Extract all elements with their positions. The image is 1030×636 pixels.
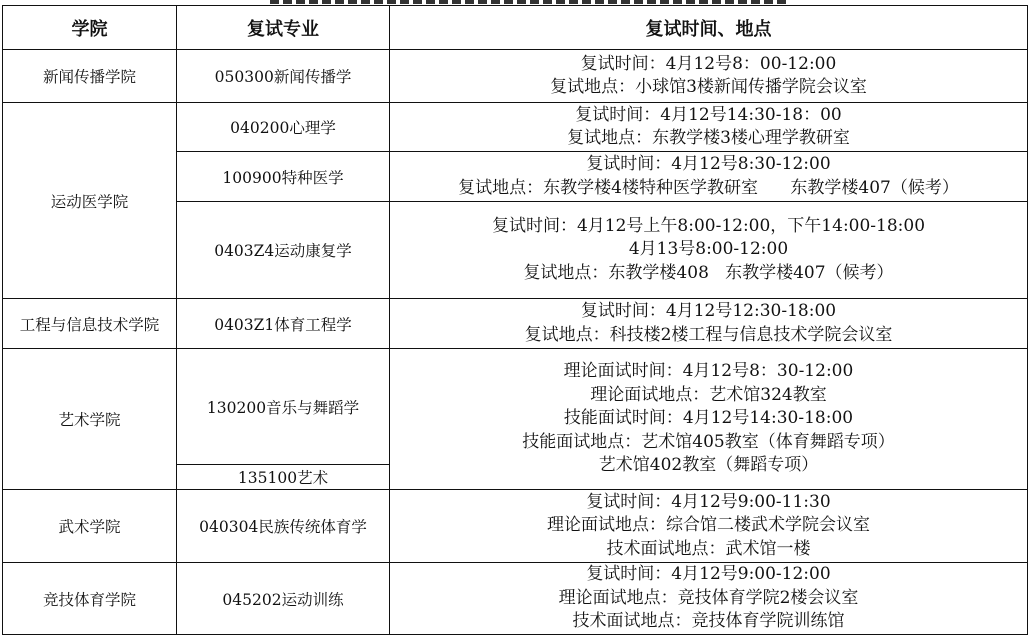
schedule-line: 复试地点：小球馆3楼新闻传播学院会议室 xyxy=(550,77,867,97)
table-row xyxy=(3,349,1028,465)
schedule-cell xyxy=(390,349,1028,490)
schedule-line: 复试时间：4月12号12:30-18:00 xyxy=(580,301,837,321)
schedule-line: 复试时间：4月12号8:30-12:00 xyxy=(586,154,831,174)
schedule-cell xyxy=(390,202,1028,299)
schedule-line: 技能面试地点：艺术馆405教室（体育舞蹈专项） xyxy=(522,431,895,452)
schedule-cell xyxy=(390,152,1028,202)
schedule-line: 理论面试地点：竞技体育学院2楼会议室 xyxy=(558,587,859,608)
schedule-line: 复试时间：4月12号14:30-18：00 xyxy=(575,104,842,125)
table-row xyxy=(3,490,1028,563)
header-college: 学院 xyxy=(3,6,177,50)
schedule-line: 艺术馆402教室（舞蹈专项） xyxy=(598,455,819,476)
schedule-cell xyxy=(390,490,1028,563)
schedule-cell xyxy=(390,563,1028,635)
header-major: 复试专业 xyxy=(177,6,390,50)
major-cell: 0403Z1体育工程学 xyxy=(177,299,390,349)
schedule-line: 复试地点：东教学楼408 东教学楼407（候考） xyxy=(523,262,894,283)
college-cell: 新闻传播学院 xyxy=(3,50,177,103)
major-cell: 045202运动训练 xyxy=(177,563,390,635)
schedule-line: 理论面试地点：综合馆二楼武术学院会议室 xyxy=(547,515,870,536)
header-row xyxy=(3,6,1028,50)
college-cell: 竞技体育学院 xyxy=(3,563,177,635)
major-cell: 135100艺术 xyxy=(177,465,390,490)
table-row xyxy=(3,563,1028,635)
header-time-place: 复试时间、地点 xyxy=(390,6,1028,50)
schedule-line: 技术面试地点：竞技体育学院训练馆 xyxy=(572,611,845,632)
major-cell: 100900特种医学 xyxy=(177,152,390,202)
major-cell: 130200音乐与舞蹈学 xyxy=(177,349,390,465)
schedule-line: 技术面试地点：武术馆一楼 xyxy=(606,538,811,559)
table-row xyxy=(3,103,1028,152)
major-cell: 050300新闻传播学 xyxy=(177,50,390,103)
schedule-cell xyxy=(390,299,1028,349)
college-cell: 运动医学院 xyxy=(3,103,177,299)
college-cell: 工程与信息技术学院 xyxy=(3,299,177,349)
schedule-line: 复试时间：4月12号8：00-12:00 xyxy=(580,53,837,74)
schedule-line: 复试时间：4月12号上午8:00-12:00，下午14:00-18:00 xyxy=(491,215,926,236)
schedule-line: 技能面试时间：4月12号14:30-18:00 xyxy=(563,408,854,429)
schedule-line: 4月13号8:00-12:00 xyxy=(628,239,789,260)
table-row xyxy=(3,299,1028,349)
major-cell: 040304民族传统体育学 xyxy=(177,490,390,563)
schedule-line: 理论面试地点：艺术馆324教室 xyxy=(590,384,827,405)
major-cell: 0403Z4运动康复学 xyxy=(177,202,390,299)
major-cell: 040200心理学 xyxy=(177,103,390,152)
schedule-cell xyxy=(390,50,1028,103)
college-cell: 武术学院 xyxy=(3,490,177,563)
schedule-line: 复试地点：科技楼2楼工程与信息技术学院会议室 xyxy=(524,324,893,345)
college-cell: 艺术学院 xyxy=(3,349,177,490)
schedule-cell xyxy=(390,103,1028,152)
table-row xyxy=(3,50,1028,103)
schedule-line: 复试地点：东教学楼4楼特种医学教研室 东教学楼407（候考） xyxy=(458,177,959,198)
schedule-line: 理论面试时间：4月12号8：30-12:00 xyxy=(563,361,854,382)
interview-schedule-table xyxy=(2,5,1028,635)
schedule-line: 复试地点：东教学楼3楼心理学教研室 xyxy=(567,128,850,148)
schedule-line: 复试时间：4月12号9:00-12:00 xyxy=(586,564,831,585)
schedule-line: 复试时间：4月12号9:00-11:30 xyxy=(586,491,831,512)
